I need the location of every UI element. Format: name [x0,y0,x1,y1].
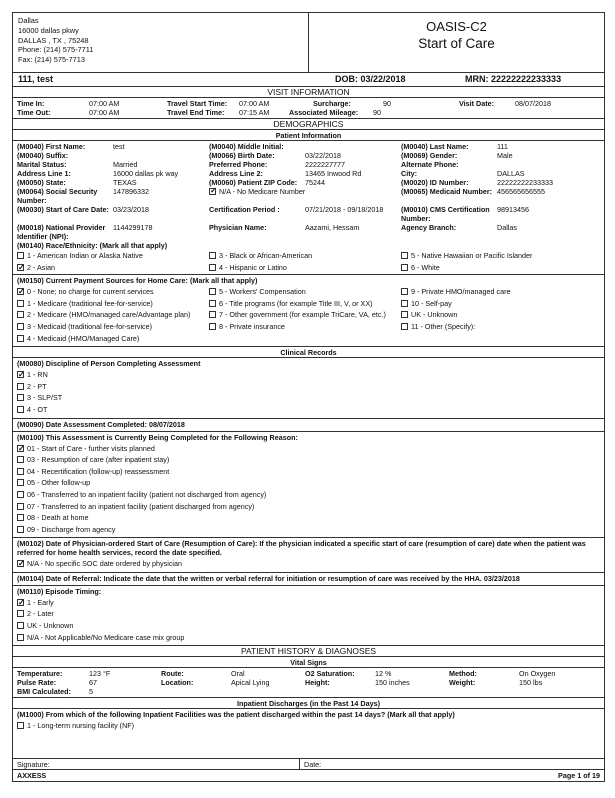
checkbox[interactable] [17,622,24,629]
discipline-option[interactable] [17,369,600,381]
form-header [13,13,604,73]
time-in-value: 07:00 AM [89,99,120,108]
physician-name-value: Aazami, Hessam [305,223,360,232]
episode-option[interactable] [17,608,600,620]
option-label: 2 - PT [27,381,47,391]
checkbox[interactable] [17,252,24,259]
option-label: 4 - Medicaid (HMO/Managed Care) [27,333,140,343]
visit-date-value: 08/07/2018 [515,99,551,108]
gender-label: (M0069) Gender: [401,151,458,160]
checkbox[interactable] [17,479,24,486]
o2-saturation-value: 12 % [375,669,392,679]
checkbox[interactable] [17,456,24,463]
payment-option[interactable] [17,321,209,333]
birth-date-label: (M0066) Birth Date: [209,151,275,160]
checkbox[interactable] [209,252,216,259]
agency-branch-value: Dallas [497,223,517,232]
discipline-option[interactable] [17,381,600,393]
checkbox[interactable] [17,468,24,475]
patient-mrn: MRN: 22222222233333 [465,73,562,84]
option-label: 3 - Black or African-American [219,251,313,260]
m0102-block [13,538,604,573]
patient-info-grid [13,141,604,275]
suffix-value [113,151,209,160]
reason-option[interactable] [17,454,600,466]
patient-dob: DOB: 03/22/2018 [335,73,406,84]
option-label: 3 - Medicaid (traditional fee-for-service) [27,321,153,331]
checkbox-checked[interactable] [17,445,24,452]
state-label: (M0050) State: [17,178,66,187]
checkbox[interactable] [17,514,24,521]
physician-name-label: Physician Name: [209,223,267,232]
address-line1-label: Address Line 1: [17,169,71,178]
o2-saturation-label: O2 Saturation: [305,669,355,679]
form-title: OASIS-C2 [426,19,487,34]
race-question: (M0140) Race/Ethnicity: (Mark all that apply) [17,241,168,250]
signature-field[interactable]: Signature: [13,759,300,769]
reason-option[interactable] [17,466,600,478]
payment-option[interactable] [209,298,401,310]
payment-option[interactable] [17,286,209,298]
subsection-inpatient-discharges: Inpatient Discharges (in the Past 14 Days) [13,698,604,709]
option-label: UK - Unknown [27,621,74,631]
bmi-label: BMI Calculated: [17,687,71,697]
option-label: 4 - Hispanic or Latino [219,262,287,272]
soc-na-option[interactable] [17,558,600,570]
no-medicare-number-checkbox-row[interactable] [209,187,401,205]
checkbox-checked[interactable] [17,371,24,378]
option-label: 10 - Self-pay [411,298,452,308]
checkbox[interactable] [209,323,216,330]
discipline-option[interactable] [17,404,600,416]
checkbox[interactable] [209,300,216,307]
option-label: 6 - White [411,262,440,272]
m0090-block [13,419,604,432]
preferred-phone-value: 2222227777 [305,160,345,169]
payment-option[interactable] [209,321,401,333]
middle-initial-label: (M0040) Middle Initial: [209,142,284,151]
weight-value: 150 lbs [519,678,543,688]
race-option[interactable] [209,250,401,262]
cms-cert-label: (M0010) CMS Certification Number: [401,205,490,223]
location-value: Apical Lying [231,678,270,688]
race-option[interactable] [401,262,440,274]
reason-option[interactable] [17,524,600,536]
cms-cert-value: 98913456 [497,205,529,214]
payment-option[interactable] [17,309,209,321]
time-out-label: Time Out: [17,108,51,117]
discharge-option[interactable] [17,720,600,732]
address-line2-label: Address Line 2: [209,169,263,178]
checkbox-checked[interactable] [17,288,24,295]
option-label: 1 - Medicare (traditional fee-for-service) [27,298,153,308]
subsection-vital-signs: Vital Signs [13,657,604,668]
option-label: 05 - Other follow-up [27,478,91,488]
address-line1-value: 16000 dallas pk way [113,169,179,178]
temperature-value: 123 °F [89,669,111,679]
checkbox[interactable] [209,288,216,295]
option-label: 5 - Native Hawaiian or Pacific Islander [411,251,533,260]
checkbox[interactable] [17,300,24,307]
location-label: Location: [161,678,194,688]
checkbox[interactable] [17,634,24,641]
option-label: 11 - Other (Specify): [411,321,476,331]
time-out-value: 07:00 AM [89,108,120,117]
checkbox[interactable] [401,288,408,295]
agency-fax: Fax: (214) 575-7713 [18,55,85,65]
first-name-label: (M0040) First Name: [17,142,86,151]
height-label: Height: [305,678,330,688]
payment-question: (M0150) Current Payment Sources for Home Care: (Mark all that apply) [17,276,258,286]
checkbox[interactable] [401,323,408,330]
option-label: 2 - Asian [27,262,55,272]
option-label: 6 - Title programs (for example Title III, V, or XX) [219,298,373,308]
patient-info-row [17,187,600,205]
checkbox[interactable] [17,311,24,318]
id-number-value: 22222222233333 [497,178,553,187]
section-patient-history: PATIENT HISTORY & DIAGNOSES [13,646,604,657]
travel-end-label: Travel End Time: [167,108,225,117]
payment-option[interactable] [209,286,401,298]
soc-date-label: (M0030) Start of Care Date: [17,205,109,214]
agency-address-line2: DALLAS , TX , 75248 [18,35,89,45]
npi-value: 1144299178 [113,223,153,232]
option-label: 4 - OT [27,404,48,414]
cert-period-value: 07/21/2018 - 09/18/2018 [305,205,384,214]
m1000-question: (M1000) From which of the following Inpatient Facilities was the patient discharged within the past 14 days? (Mark all that apply) [17,710,455,720]
reason-option[interactable] [17,512,600,524]
mileage-value: 90 [373,108,381,117]
payment-option[interactable] [209,309,401,321]
race-option[interactable] [401,250,532,262]
state-value: TEXAS [113,178,137,187]
cert-period-label: Certification Period : [209,205,280,214]
last-name-value: 111 [497,142,508,151]
option-label: N/A - No specific SOC date ordered by physician [27,559,183,569]
visit-info-grid [13,98,604,119]
checkbox[interactable] [17,383,24,390]
option-label: 09 - Discharge from agency [27,524,116,534]
reason-option[interactable] [17,489,600,501]
checkbox[interactable] [209,264,216,271]
marital-status-label: Marital Status: [17,160,67,169]
city-value: DALLAS [497,169,525,178]
method-label: Method: [449,669,477,679]
subsection-clinical-records: Clinical Records [13,347,604,358]
gender-value: Male [497,151,513,160]
form-title-block [309,13,604,72]
checkbox[interactable] [17,394,24,401]
agency-address-line1: 16000 dallas pkwy [18,25,79,35]
m0110-question: (M0110) Episode Timing: [17,586,102,596]
m1000-block [13,709,604,734]
surcharge-label: Surcharge: [313,99,351,108]
preferred-phone-label: Preferred Phone: [209,160,268,169]
option-label: 8 - Private insurance [219,321,285,331]
option-label: 0 - None; no charge for current services [27,287,154,297]
m0090-question: (M0090) Date Assessment Completed: 08/07/2018 [17,419,185,429]
section-demographics: DEMOGRAPHICS [13,119,604,130]
checkbox[interactable] [17,491,24,498]
soc-date-value: 03/23/2018 [113,205,149,214]
checkbox[interactable] [17,526,24,533]
checkbox[interactable] [209,311,216,318]
method-value: On Oxygen [519,669,556,679]
agency-address-block [13,13,309,72]
patient-info-row [17,160,600,169]
option-label: 2 - Later [27,609,54,619]
discipline-option[interactable] [17,392,600,404]
checkbox[interactable] [17,323,24,330]
zip-value: 75244 [305,178,325,187]
payment-option[interactable] [401,309,457,321]
checkbox[interactable] [401,300,408,307]
oasis-form-page [12,12,605,782]
payment-option[interactable] [401,298,452,310]
option-label: 06 - Transferred to an inpatient facility (patient not discharged from agency) [27,489,267,499]
no-medicare-number-label: N/A - No Medicare Number [219,187,306,196]
race-option[interactable] [17,262,209,274]
npi-label: (M0018) National Provider Identifier (NPI): [17,223,106,241]
agency-branch-label: Agency Branch: [401,223,457,232]
mileage-label: Associated Mileage: [289,108,359,117]
checkbox[interactable] [17,503,24,510]
m0080-block [13,358,604,418]
payment-sources-block [13,275,604,347]
option-label: 08 - Death at home [27,513,89,523]
marital-status-value: Married [113,160,138,169]
patient-info-row [17,223,600,241]
checkbox[interactable] [17,406,24,413]
patient-info-row [17,151,600,160]
patient-name: 111, test [18,73,54,84]
checkbox-checked[interactable] [209,188,216,195]
m0100-question: (M0100) This Assessment is Currently Being Completed for the Following Reason: [17,432,298,442]
race-option[interactable] [209,262,401,274]
option-label: 04 - Recertification (follow-up) reassessment [27,466,170,476]
date-field[interactable]: Date: [304,760,322,769]
city-label: City: [401,169,417,178]
option-label: 01 - Start of Care - further visits planned [27,443,155,453]
m0080-question: (M0080) Discipline of Person Completing Assessment [17,359,201,369]
checkbox-checked[interactable] [17,599,24,606]
subsection-patient-information: Patient Information [13,130,604,141]
episode-option[interactable] [17,632,600,644]
temperature-label: Temperature: [17,669,63,679]
ssn-value: 147896332 [113,187,149,196]
m0104-block [13,573,604,586]
checkbox-checked[interactable] [17,264,24,271]
option-label: 3 - SLP/ST [27,393,63,403]
m0100-block [13,432,604,539]
vital-signs-grid [13,668,604,698]
birth-date-value: 03/22/2018 [305,151,341,160]
route-label: Route: [161,669,184,679]
payment-option[interactable] [401,321,475,333]
medicaid-number-label: (M0065) Medicaid Number: [401,187,493,196]
surcharge-value: 90 [383,99,391,108]
pulse-rate-value: 67 [89,678,97,688]
option-label: N/A - Not Applicable/No Medicare case mix group [27,632,185,642]
address-line2-value: 13465 Inwood Rd [305,169,362,178]
option-label: 7 - Other government (for example TriCare, VA, etc.) [219,310,386,320]
patient-info-row [17,142,600,151]
travel-start-label: Travel Start Time: [167,99,228,108]
page-number: Page 1 of 19 [558,771,600,780]
pulse-rate-label: Pulse Rate: [17,678,57,688]
height-value: 150 inches [375,678,410,688]
option-label: 03 - Resumption of care (after inpatient stay) [27,455,170,465]
option-label: 2 - Medicare (HMO/managed care/Advantage plan) [27,310,191,320]
section-visit-information: VISIT INFORMATION [13,87,604,98]
option-label: 07 - Transferred to an inpatient facility (patient discharged from agency) [27,501,255,511]
payment-option[interactable] [401,286,510,298]
patient-bar [13,73,604,87]
checkbox[interactable] [401,252,408,259]
reason-option[interactable] [17,477,600,489]
m0102-question: (M0102) Date of Physician-ordered Start of Care (Resumption of Care): If the physician indicated a specific start of care (resumption of care) date when the patient was referred for home health services, record the date specified. [17,539,586,558]
option-label: 1 - Long-term nursing facility (NF) [27,721,135,731]
checkbox[interactable] [401,311,408,318]
m0104-question: (M0104) Date of Referral: Indicate the date that the written or verbal referral for initiation or resumption of care was received by the HHA. 03/23/2018 [17,573,520,583]
id-number-label: (M0020) ID Number: [401,178,469,187]
option-label: 1 - American Indian or Alaska Native [27,251,143,260]
last-name-label: (M0040) Last Name: [401,142,469,151]
suffix-label: (M0040) Suffix: [17,151,69,160]
brand-name: AXXESS [17,771,47,780]
checkbox[interactable] [401,264,408,271]
episode-option[interactable] [17,597,600,609]
patient-info-row [17,169,600,178]
option-label: 1 - RN [27,370,48,380]
reason-option[interactable] [17,501,600,513]
travel-start-value: 07:00 AM [239,99,270,108]
option-label: UK - Unknown [411,310,458,320]
reason-option[interactable] [17,443,600,455]
m0110-block [13,586,604,646]
ssn-label: (M0064) Social Security Number: [17,187,98,205]
time-in-label: Time In: [17,99,45,108]
checkbox[interactable] [17,610,24,617]
zip-label: (M0060) Patient ZIP Code: [209,178,298,187]
first-name-value: test [113,142,125,151]
option-label: 5 - Workers' Compensation [219,287,306,297]
agency-name: Dallas [18,16,39,25]
checkbox[interactable] [17,335,24,342]
race-option[interactable] [17,250,209,262]
payment-option[interactable] [17,333,600,345]
episode-option[interactable] [17,620,600,632]
visit-date-label: Visit Date: [459,99,495,108]
patient-info-row [17,205,600,223]
option-label: 1 - Early [27,597,54,607]
payment-option[interactable] [17,298,209,310]
medicaid-number-value: 456565656555 [497,187,545,196]
weight-label: Weight: [449,678,476,688]
agency-phone: Phone: (214) 575-7711 [18,45,94,55]
checkbox[interactable] [17,722,24,729]
bmi-value: 5 [89,687,93,697]
alternate-phone-label: Alternate Phone: [401,160,459,169]
patient-info-row [17,178,600,187]
option-label: 9 - Private HMO/managed care [411,287,511,297]
form-footer [13,758,604,781]
travel-end-value: 07:15 AM [239,108,270,117]
form-subtitle: Start of Care [418,36,495,52]
route-value: Oral [231,669,245,679]
checkbox-checked[interactable] [17,560,24,567]
